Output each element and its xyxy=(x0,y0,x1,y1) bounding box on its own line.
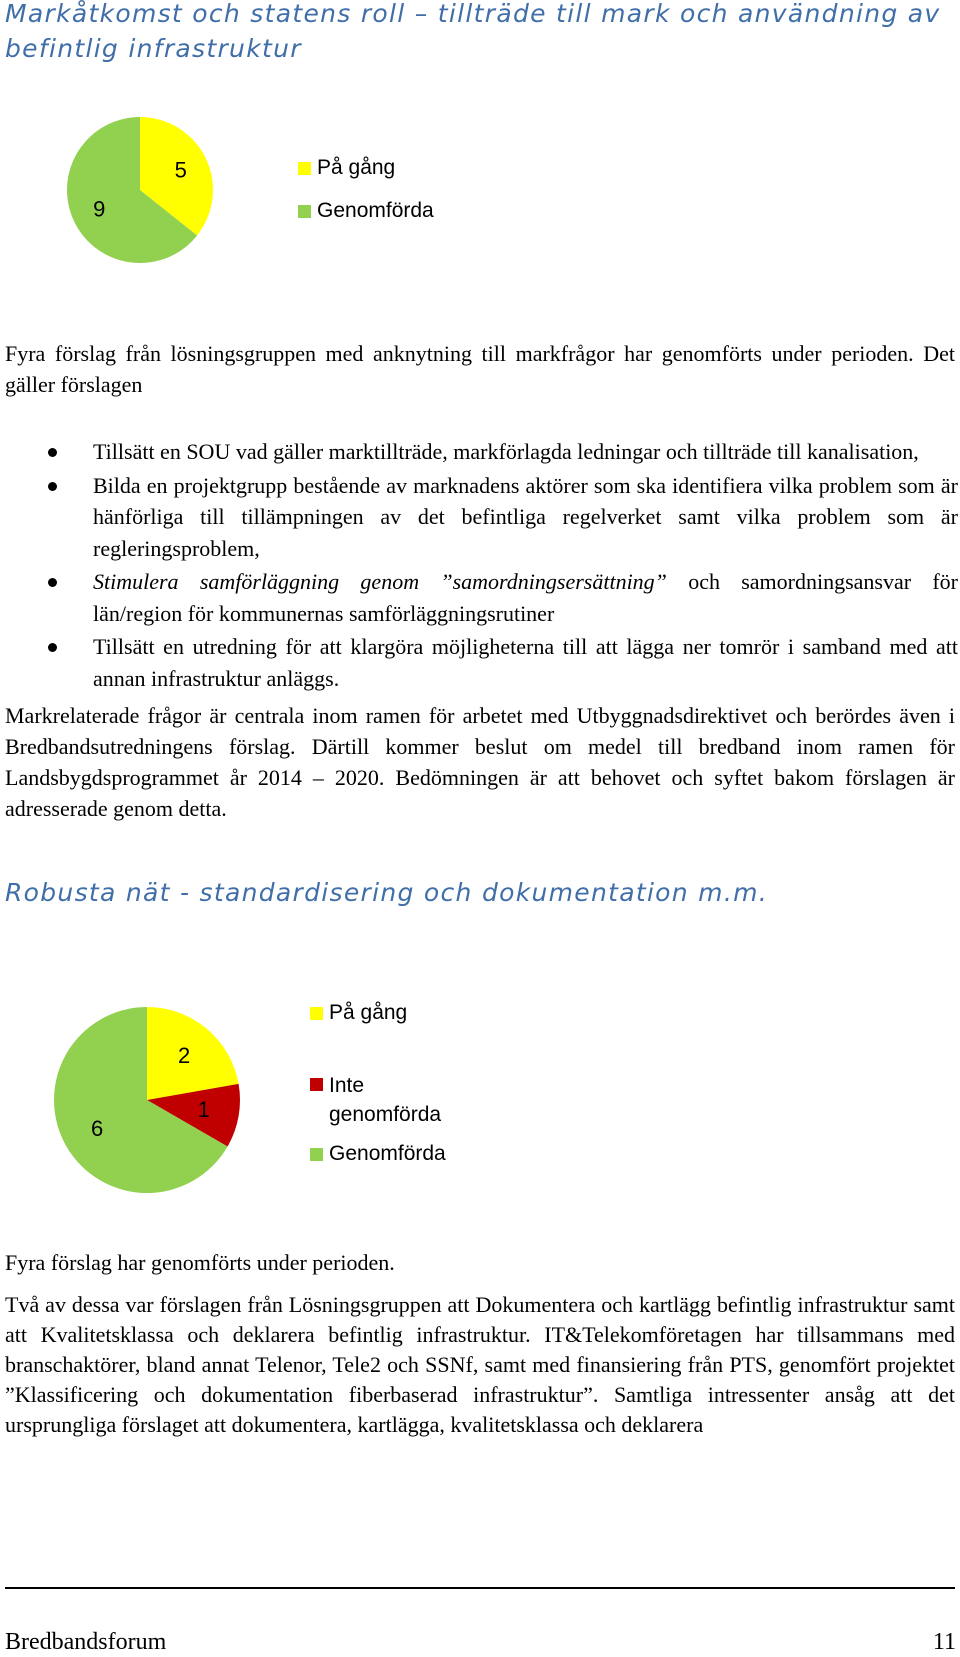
pie-data-label: 5 xyxy=(174,157,187,183)
list-item-italic-text: Stimulera samförläggning genom ”samordningsersättning” xyxy=(93,569,667,594)
legend-label-line: genomförda xyxy=(329,1103,442,1126)
pie-data-label: 9 xyxy=(93,196,106,222)
list-item-text: Tillsätt en utredning för att klargöra möjligheterna till att lägga ner tomrör i samband med att annan infrastruktur anläggs. xyxy=(93,634,958,691)
pie-slice-på-gång xyxy=(147,1007,239,1100)
list-item-text: Bilda en projektgrupp bestående av marknadens aktörer som ska identifiera vilka problem som är hänförliga till tillämpningen av det befintliga regelverket samt vilka problem som är regleringsproblem, xyxy=(93,472,958,561)
footer-divider xyxy=(5,1587,955,1589)
section1-intro: Fyra förslag från lösningsgruppen med anknytning till markfrågor har genomförts under perioden. Det gäller förslagen xyxy=(5,341,955,397)
legend-label-pa-gang: På gång xyxy=(329,1001,408,1024)
page-number: 11 xyxy=(932,1629,956,1655)
legend-label-genomforda: Genomförda xyxy=(329,1142,446,1165)
pie-data-label: 6 xyxy=(90,1115,104,1141)
legend-label-line: Inte xyxy=(329,1074,365,1097)
section-heading-robusta-nat: Robusta nät - standardisering och dokumentation m.m. xyxy=(5,878,768,907)
legend-swatch-pa-gang xyxy=(310,1007,323,1020)
legend-label-pa-gang: På gång xyxy=(317,156,396,179)
pie-data-label: 1 xyxy=(197,1097,210,1123)
legend-swatch-genomforda xyxy=(310,1148,323,1161)
section2-intro: Fyra förslag har genomförts under perioden. xyxy=(5,1250,395,1275)
legend-swatch-inte-genomforda xyxy=(310,1078,323,1091)
section1-paragraph: Markrelaterade frågor är centrala inom ramen för arbetet med Utbyggnadsdirektivet och berördes även i Bredbandsutredningens förslag. Därtill kommer beslut om medel till bredband inom ramen för Landsbygdsprogrammet år 2014 – 2020. Bedömningen är att behovet och syftet bakom förslagen är adresserade genom detta. xyxy=(5,703,955,821)
legend-label-genomforda: Genomförda xyxy=(317,199,434,222)
list-item-text: och samordningsansvar för län/region för kommunernas samförläggningsrutiner xyxy=(93,569,958,626)
footer-publisher: Bredbandsforum xyxy=(5,1629,167,1655)
section2-paragraph: Två av dessa var förslagen från Lösningsgruppen att Dokumentera och kartlägg befintlig infrastruktur samt att Kvalitetsklassa och deklarera befintlig infrastruktur. IT&Telekomföretagen har tillsammans med branschaktörer, bland annat Telenor, Tele2 och SSNf, samt med finansiering från PTS, genomfört projektet ”Klassificering och dokumentation fiberbaserad infrastruktur”. Samtliga intressenter ansåg att det ursprungliga förslaget att dokumentera, kartlägga, kvalitetsklassa och deklarera xyxy=(5,1292,955,1437)
section-heading-markatkomst: Markåtkomst och statens roll – tillträde till mark och användning av befintlig infrastruktur xyxy=(5,0,941,63)
list-item-text: Tillsätt en SOU vad gäller marktillträde, markförlagda ledningar och tillträde till kanalisation, xyxy=(93,439,919,464)
pie-data-label: 2 xyxy=(177,1042,191,1068)
legend-label-inte-genomforda xyxy=(329,1071,441,1129)
